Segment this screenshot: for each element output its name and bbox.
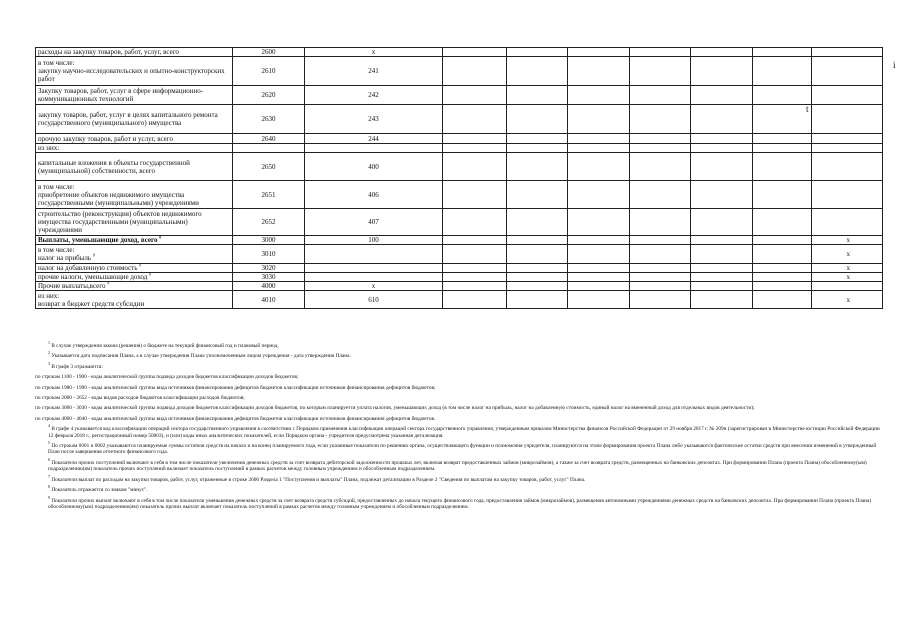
row-cell-empty	[443, 245, 507, 264]
row-code: 2640	[233, 134, 305, 144]
row-cell-empty	[630, 57, 691, 86]
footnote-1: $^1$ В случае утверждения закона (решения) о бюджете на текущий финансовый год и плановый период.	[48, 340, 279, 349]
row-cell-empty	[443, 181, 507, 209]
row-cell-empty	[568, 181, 630, 209]
row-cell-empty	[443, 86, 507, 105]
row-cell-empty	[753, 245, 812, 264]
row-label-text: Выплаты, уменьшающие доход, всего	[38, 236, 158, 244]
row-classification-code: x	[305, 48, 443, 57]
row-cell-empty	[507, 245, 568, 264]
row-cell-empty	[753, 144, 812, 153]
row-cell-empty	[753, 209, 812, 236]
row-cell-empty	[568, 273, 630, 282]
row-cell-empty	[630, 273, 691, 282]
row-code: 3010	[233, 245, 305, 264]
footnote-2: $^2$ Указывается дата подписания Плана, а в случае утверждения Плана уполномоченным лицом учреждения - дата утверждения Плана.	[48, 350, 351, 360]
row-classification-code	[305, 144, 443, 153]
row-classification-code: 244	[305, 134, 443, 144]
row-cell-empty	[443, 153, 507, 181]
table-row	[36, 245, 883, 264]
footnote-9: $^9$ Показатели прочих выплат включают в себя в том числе показатели уменьшения денежных средств за счет возврата средств субсидий, предоставленных до начала текущего финансового года, предоставления займов (микрозаймов), размещения автономными учреждениями денежных средств на банковских депозитах. При формировании Плана (проекта Плана) обособленному(ым) подразделению(ям) показатель прочих выплат включает показатель поступлений в рамках расчетов между головным учреждением и обособленным подразделением.	[48, 494, 872, 510]
footnote-ref: 8	[92, 252, 95, 258]
row-cell-empty	[443, 105, 507, 134]
footnote-3-line-a: по строкам 1100 - 1900 - коды аналитической группы подвида доходов бюджетов классификации доходов бюджетов;	[35, 374, 299, 381]
row-cell-empty	[507, 86, 568, 105]
row-cell-empty	[568, 236, 630, 245]
row-cell-empty	[691, 144, 753, 153]
row-cell-empty	[507, 153, 568, 181]
row-cell-empty	[691, 282, 753, 291]
row-code: 2600	[233, 48, 305, 57]
row-cell-empty	[443, 209, 507, 236]
row-last-value: x	[812, 291, 883, 309]
table-row	[36, 86, 883, 105]
row-cell-empty	[753, 273, 812, 282]
row-cell-empty	[691, 291, 753, 309]
row-cell-empty	[630, 181, 691, 209]
table-row	[36, 57, 883, 86]
row-classification-code: 406	[305, 181, 443, 209]
row-cell-empty	[691, 181, 753, 209]
row-last-value	[812, 209, 883, 236]
row-label	[36, 57, 233, 86]
row-cell-empty	[753, 105, 812, 134]
row-cell-empty	[691, 134, 753, 144]
row-code: 4010	[233, 291, 305, 309]
row-cell-empty	[753, 181, 812, 209]
row-label-text: налог на добавленную стоимость	[38, 264, 138, 272]
table-row	[36, 209, 883, 236]
row-cell-empty	[568, 291, 630, 309]
row-classification-code	[305, 273, 443, 282]
row-cell-empty	[443, 48, 507, 57]
footnote-4: $^4$ В графе 4 указывается код классификации операций сектора государственного управления в соответствии с Порядком применения классификации операций сектора государственного управления, утвержденным приказом Министерства финансов Российской Федерации от 29 ноября 2017 г. № 209н (зарегистрирован в Министерстве юстиции Российской Федерации 12 февраля 2018 г., регистрационный номер 50003), и (или) коды иных аналитических показателей, если Порядком органа - учредителя предусмотрена указанная детализация.	[48, 423, 880, 439]
row-cell-empty	[630, 134, 691, 144]
row-code: 2652	[233, 209, 305, 236]
row-cell-empty	[507, 181, 568, 209]
row-cell-empty	[568, 86, 630, 105]
row-label-text: закупку товаров, работ, услуг в целях капитального ремонта государственного (муниципального) имущества	[38, 111, 218, 127]
row-cell-empty	[691, 105, 753, 134]
row-code: 2620	[233, 86, 305, 105]
row-label	[36, 236, 233, 245]
row-cell-empty	[691, 48, 753, 57]
row-last-value	[812, 282, 883, 291]
row-label-text: прочие налоги, уменьшающие доход	[38, 273, 148, 281]
row-cell-empty	[753, 291, 812, 309]
row-code	[233, 144, 305, 153]
footnote-ref: 8	[139, 263, 142, 268]
row-label-text: расходы на закупку товаров, работ, услуг, всего	[38, 48, 179, 56]
table-row	[36, 134, 883, 144]
row-classification-code: 400	[305, 153, 443, 181]
row-label-text: строительство (реконструкция) объектов недвижимого имущества государственными (муниципальными) учреждениями	[38, 210, 202, 234]
row-cell-empty	[443, 264, 507, 273]
row-cell-empty	[630, 245, 691, 264]
row-last-value	[812, 48, 883, 57]
footnote-7: $^7$ Показатели выплат по расходам на закупки товаров, работ, услуг, отраженные в строке 2600 Раздела 1 "Поступления и выплаты" Плана, подлежат детализации в Разделе 2 "Сведения по выплатам на закупку товаров, работ, услуг" Плана.	[48, 473, 586, 483]
row-cell-empty	[630, 236, 691, 245]
row-last-value: x	[812, 264, 883, 273]
table-row	[36, 273, 883, 282]
stray-mark: t	[806, 104, 809, 114]
row-cell-empty	[568, 245, 630, 264]
footnote-5: $^5$ По строкам 0001 и 0002 указываются планируемые суммы остатков средств на начало и на конец планируемого года, если указанные показатели по решению органа, осуществляющего функции и полномочия учредителя, планируются на этапе формирования проекта Плана либо указываются фактические остатки средств при внесении изменений в утвержденный План после завершения отчетного финансового года.	[48, 440, 877, 456]
row-cell-empty	[568, 105, 630, 134]
footnotes	[35, 340, 885, 514]
row-cell-empty	[753, 264, 812, 273]
row-label	[36, 282, 233, 291]
row-cell-empty	[507, 57, 568, 86]
table-row	[36, 282, 883, 291]
table-row	[36, 264, 883, 273]
row-cell-empty	[568, 153, 630, 181]
row-cell-empty	[568, 48, 630, 57]
row-last-value	[812, 181, 883, 209]
row-label-text: Прочие выплаты,всего	[38, 282, 106, 290]
row-cell-empty	[691, 57, 753, 86]
row-last-value: x	[812, 273, 883, 282]
row-code: 4000	[233, 282, 305, 291]
table-row	[36, 144, 883, 153]
row-cell-empty	[507, 291, 568, 309]
row-last-value	[812, 134, 883, 144]
row-label-text: капитальные вложения в объекты государственной (муниципальной) собственности, всего	[38, 158, 190, 175]
table-row	[36, 48, 883, 57]
row-cell-empty	[507, 264, 568, 273]
row-cell-empty	[691, 245, 753, 264]
row-label-text: из них:	[38, 144, 60, 152]
row-label-text: в том числе:	[38, 182, 75, 191]
row-cell-empty	[691, 209, 753, 236]
row-cell-empty	[443, 291, 507, 309]
row-last-value	[812, 86, 883, 105]
row-label	[36, 245, 233, 264]
row-cell-empty	[443, 282, 507, 291]
footnote-ref: 9	[107, 281, 110, 286]
row-cell-empty	[753, 48, 812, 57]
row-label	[36, 86, 233, 105]
row-code: 2630	[233, 105, 305, 134]
table-row	[36, 153, 883, 181]
row-cell-empty	[691, 273, 753, 282]
row-last-value	[812, 144, 883, 153]
row-last-value	[812, 153, 883, 181]
footnote-3-line-d: по строкам 3000 - 3030 - коды аналитической группы подвида доходов бюджетов классификации доходов бюджетов, по которым планируется уплата налогов, уменьшающих доход (в том числе налог на прибыль, налог на добавленную стоимость, единый налог на вмененный доход для отдельных видов деятельности);	[35, 405, 755, 412]
row-cell-empty	[630, 264, 691, 273]
row-last-value: x	[812, 245, 883, 264]
footnote-ref: 8	[149, 272, 152, 277]
row-cell-empty	[630, 209, 691, 236]
row-label-text: прочую закупку товаров, работ и услуг, всего	[38, 134, 173, 143]
row-cell-empty	[630, 105, 691, 134]
row-cell-empty	[507, 273, 568, 282]
row-code: 2650	[233, 153, 305, 181]
row-code: 2651	[233, 181, 305, 209]
row-cell-empty	[753, 153, 812, 181]
table-row	[36, 181, 883, 209]
row-label	[36, 291, 233, 309]
footnote-3-line-c: по строкам 2000 - 2652 - коды видов расходов бюджетов классификации расходов бюджетов;	[35, 395, 245, 402]
row-cell-empty	[443, 273, 507, 282]
row-cell-empty	[568, 134, 630, 144]
row-cell-empty	[507, 144, 568, 153]
row-classification-code: 407	[305, 209, 443, 236]
row-cell-empty	[507, 48, 568, 57]
row-code: 3030	[233, 273, 305, 282]
footnote-6: $^6$ Показатели прочих поступлений включают в себя в том числе показатели увеличения денежных средств за счет возврата дебиторской задолженности прошлых лет, включая возврат предоставленных займов (микрозаймов), а также за счет возврата средств, размещенных на банковских депозитах. При формировании Плана (проекта Плана) обособленному(ым) подразделению(ям) показатель прочих поступлений включает показатель поступлений в рамках расчетов между головным учреждением и обособленным подразделением.	[48, 457, 867, 473]
row-cell-empty	[443, 144, 507, 153]
row-label	[36, 144, 233, 153]
footnote-8: $^8$ Показатель отражается со знаком "минус".	[48, 484, 148, 494]
row-label-text: в том числе:	[38, 59, 75, 67]
row-cell-empty	[507, 134, 568, 144]
row-cell-empty	[443, 236, 507, 245]
table-row	[36, 236, 883, 245]
row-classification-code: 610	[305, 291, 443, 309]
row-classification-code: 241	[305, 57, 443, 86]
row-classification-code: 100	[305, 236, 443, 245]
row-cell-empty	[753, 282, 812, 291]
row-classification-code: 242	[305, 86, 443, 105]
row-code: 3020	[233, 264, 305, 273]
row-classification-code: x	[305, 282, 443, 291]
row-cell-empty	[443, 57, 507, 86]
row-cell-empty	[630, 48, 691, 57]
row-label-text: из них:	[38, 291, 60, 300]
row-cell-empty	[630, 282, 691, 291]
row-label-text: возврат в бюджет средств субсидии	[38, 299, 145, 308]
row-last-value	[812, 105, 883, 134]
row-cell-empty	[753, 236, 812, 245]
row-label	[36, 273, 233, 282]
row-cell-empty	[630, 86, 691, 105]
row-label	[36, 134, 233, 144]
row-cell-empty	[568, 57, 630, 86]
row-label-text: приобретение объектов недвижимого имущества государственными (муниципальными) учреждениями	[38, 190, 199, 207]
row-label	[36, 48, 233, 57]
table-row	[36, 105, 883, 134]
row-classification-code	[305, 245, 443, 264]
row-cell-empty	[507, 105, 568, 134]
row-label-text: закупку научно-исследовательских и опытно-конструкторских работ	[38, 67, 225, 83]
row-cell-empty	[568, 282, 630, 291]
row-cell-empty	[630, 144, 691, 153]
row-cell-empty	[630, 153, 691, 181]
row-classification-code	[305, 264, 443, 273]
plan-table	[35, 47, 883, 309]
row-cell-empty	[691, 86, 753, 105]
footnote-3-line-b: по строкам 1980 - 1990 - коды аналитической группы вида источников финансирования дефицитов бюджетов классификации источников финансирования дефицитов бюджетов;	[35, 384, 436, 391]
row-classification-code: 243	[305, 105, 443, 134]
row-label	[36, 153, 233, 181]
row-cell-empty	[568, 144, 630, 153]
footnote-ref: 8	[159, 235, 162, 240]
row-cell-empty	[753, 57, 812, 86]
row-cell-empty	[691, 236, 753, 245]
row-cell-empty	[691, 153, 753, 181]
footnote-3: $^3$ В графе 3 отражаются:	[48, 361, 103, 370]
edge-mark: i	[893, 60, 896, 70]
row-code: 2610	[233, 57, 305, 86]
row-cell-empty	[630, 291, 691, 309]
table-row	[36, 291, 883, 309]
row-cell-empty	[507, 209, 568, 236]
row-cell-empty	[568, 209, 630, 236]
row-label	[36, 264, 233, 273]
row-label	[36, 181, 233, 209]
row-cell-empty	[507, 282, 568, 291]
row-cell-empty	[753, 134, 812, 144]
row-label-text: в том числе:	[38, 246, 75, 254]
row-last-value: x	[812, 236, 883, 245]
row-label	[36, 209, 233, 236]
row-cell-empty	[507, 236, 568, 245]
row-cell-empty	[691, 264, 753, 273]
row-cell-empty	[753, 86, 812, 105]
row-label	[36, 105, 233, 134]
row-cell-empty	[443, 134, 507, 144]
row-label-text: налог на прибыль	[38, 254, 92, 262]
row-cell-empty	[568, 264, 630, 273]
row-label-text: Закупку товаров, работ, услуг в сфере информационно-коммуникационных технологий	[38, 87, 204, 103]
row-last-value	[812, 57, 883, 86]
row-code: 3000	[233, 236, 305, 245]
footnote-3-line-e: по строкам 4000 - 4040 - коды аналитической группы вида источников финансирования дефицитов бюджетов классификации источников финансирования дефицитов бюджетов.	[35, 415, 436, 422]
